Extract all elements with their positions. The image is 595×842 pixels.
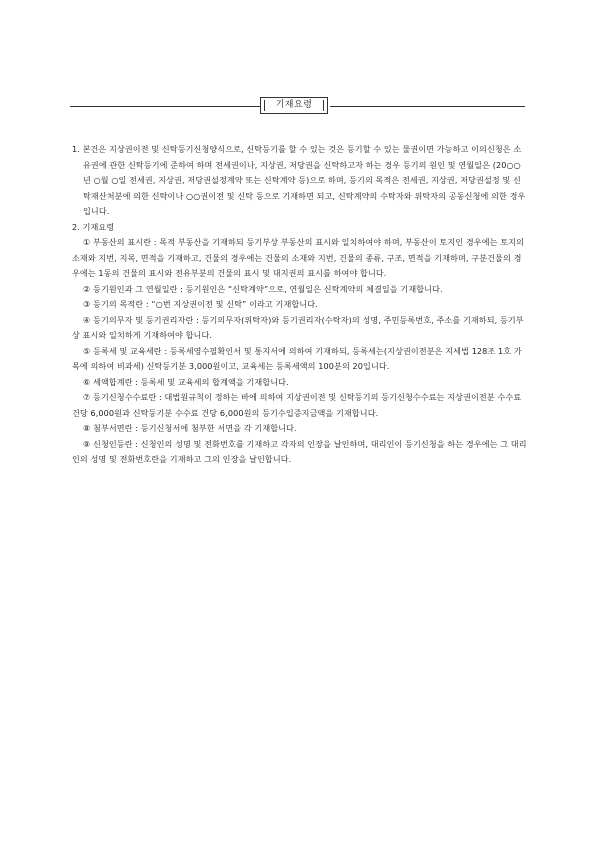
section-heading: 2. 기재요령 [72, 221, 115, 232]
instruction-item: ⑨ 신청인등란 : 신청인의 성명 및 전화번호를 기재하고 각자의 인장을 날인하며, 대리인이 등기신청을 하는 경우에는 그 대리인의 성명 및 전화번호란을 기재하고 그의 인장을 날인합니다. [72, 438, 527, 464]
title-rule-right [330, 106, 525, 107]
instruction-paragraph: 1. 본건은 지상권이전 및 신탁등기신청양식으로, 신탁등기를 할 수 있는 것은 등기할 수 있는 물권이면 가능하고 이의신청은 소유권에 관한 신탁등기에 준하여 하며 전세권이나, 지상권, 저당권을 신탁하고자 하는 경우 등기의 원인 및 연월일은 (20○○년 ○월 ○일 전세권, 지상권, 저당권설정계약 또는 신탁계약 등)으로 하며, 등기의 목적은 전세권, 지상권, 저당권설정 및 신탁재산처분에 의한 신탁이나 ○○권이전 및 신탁 등으로 기재하면 되고, 신탁계약의 수탁자와 위탁자의 공동신청에 의한 경우입니다. [72, 144, 526, 216]
instruction-item: ⑦ 등기신청수수료란 : 대법원규칙이 정하는 바에 의하여 지상권이전 및 신탁등기의 등기신청수수료는 지상권이전분 수수료 건당 6,000원과 신탁등기분 수수료 건당 6,000원의 등기수입증지금액을 기재합니다. [72, 392, 522, 418]
instruction-item: ① 부동산의 표시란 : 목적 부동산을 기재하되 등기부상 부동산의 표시와 일치하여야 하며, 부동산이 토지인 경우에는 토지의 소재와 지번, 지목, 면적을 기재하고, 건물의 경우에는 건물의 소재와 지번, 건물의 종류, 구조, 면적을 기재하며, 구분건물의 경우에는 1동의 건물의 표시와 전유부분의 건물의 표시 및 대지권의 표시를 하여야 합니다. [72, 237, 524, 278]
instructions-body [72, 142, 527, 468]
instruction-item: ④ 등기의무자 및 등기권리자란 : 등기의무자(위탁자)와 등기권리자(수탁자)의 성명, 주민등록번호, 주소를 기재하되, 등기부상 표시와 일치하게 기재하여야 합니다. [72, 314, 524, 340]
instruction-item: ② 등기원인과 그 연월일란 : 등기원인은 “신탁계약”으로, 연월일은 신탁계약의 체결일을 기재합니다. [83, 283, 443, 294]
instruction-item: ⑥ 세액합계란 : 등록세 및 교육세의 합계액을 기재합니다. [83, 376, 289, 387]
page-title: 기재요령 [260, 97, 328, 114]
instruction-item: ⑤ 등록세 및 교육세란 : 등록세영수필확인서 및 통지서에 의하여 기재하되, 등록세는(지상권이전분은 지세법 128조 1호 가목에 의하여 비과세) 신탁등기분 3,000원이고, 교육세는 등록세액의 100분의 20입니다. [72, 345, 522, 371]
instruction-item: ③ 등기의 목적란 : “○번 지상권이전 및 신탁” 이라고 기재합니다. [83, 299, 318, 309]
instruction-item: ⑧ 첨부서면란 : 등기신청서에 첨부한 서면을 각 기재합니다. [83, 423, 297, 433]
title-bar [70, 96, 525, 116]
title-rule-left [70, 106, 260, 107]
